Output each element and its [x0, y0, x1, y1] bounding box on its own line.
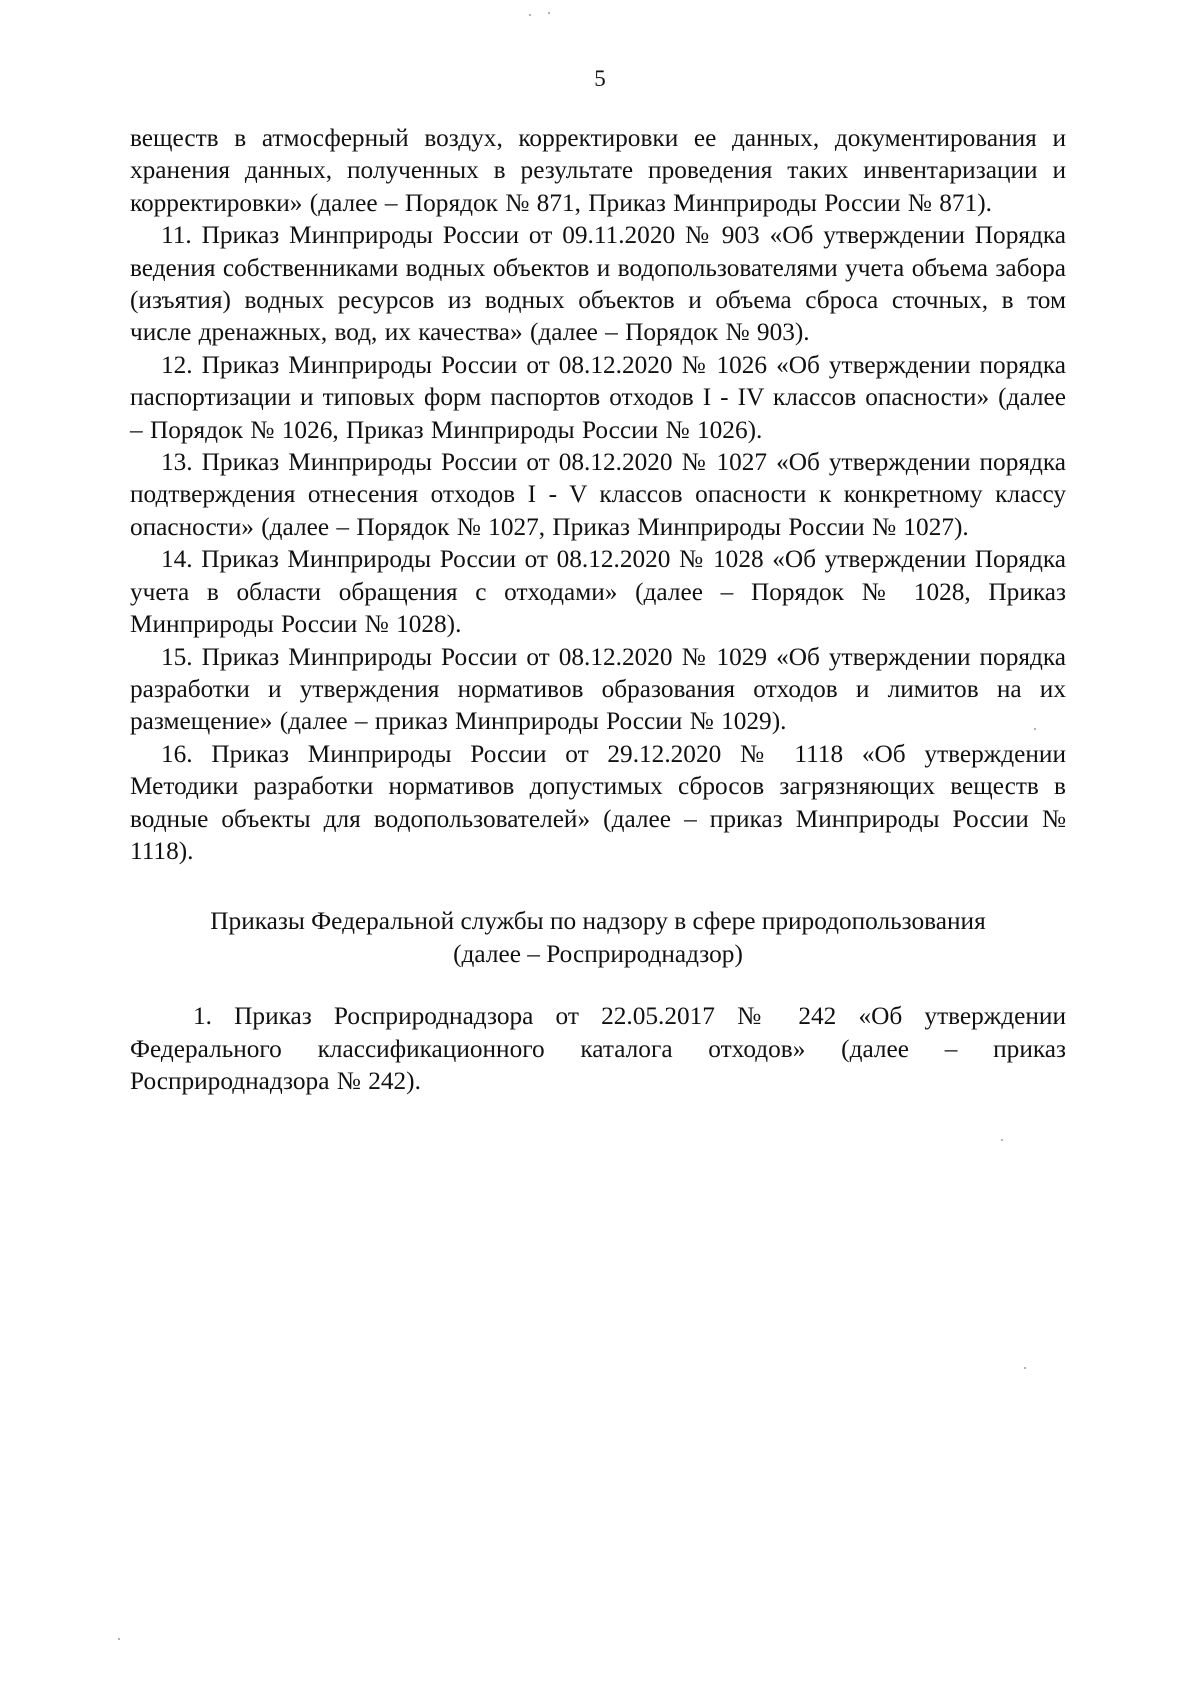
list-item-15: 15. Приказ Минприроды России от 08.12.2020 № 1029 «Об утверждении порядка разработки и утверждения нормативов образования отходов и лимитов на их размещение» (далее – приказ Минприроды России № 1029). — [130, 642, 1066, 736]
section-list — [130, 1000, 1066, 1097]
document-body — [130, 122, 1066, 1097]
list-item-11: 11. Приказ Минприроды России от 09.11.2020 № 903 «Об утверждении Порядка ведения собственниками водных объектов и водопользователями учета объема забора (изъятия) водных ресурсов из водных объектов и объема сброса сточных, в том числе дренажных, вод, их качества» (далее – Порядок № 903). — [130, 221, 1066, 347]
list-item-14: 14. Приказ Минприроды России от 08.12.2020 № 1028 «Об утверждении Порядка учета в области обращения с отходами» (далее – Порядок № 1028, Приказ Минприроды России № 1028). — [130, 545, 1066, 639]
scan-speck — [1001, 1139, 1003, 1141]
list-item-16: 16. Приказ Минприроды России от 29.12.2020 № 1118 «Об утверждении Методики разработки нормативов допустимых сбросов загрязняющих веществ в водные объекты для водопользователей» (далее – приказ Минприроды России № 1118). — [130, 739, 1066, 865]
list-item-13: 13. Приказ Минприроды России от 08.12.2020 № 1027 «Об утверждении порядка подтверждения отнесения отходов I - V классов опасности к конкретному классу опасности» (далее – Порядок № 1027, Приказ Минприроды России № 1027). — [130, 448, 1066, 541]
section-heading-line-2: (далее – Росприроднадзор) — [453, 939, 743, 968]
continued-paragraph: веществ в атмосферный воздух, корректировки ее данных, документирования и хранения данных, полученных в результате проведения таких инвентаризации и корректировки» (далее – Порядок № 871, Приказ Минприроды России № 871). — [130, 124, 1066, 217]
list-item-12: 12. Приказ Минприроды России от 08.12.2020 № 1026 «Об утверждении порядка паспортизации и типовых форм паспортов отходов I - IV классов опасности» (далее – Порядок № 1026, Приказ Минприроды России № 1026). — [130, 350, 1066, 444]
section-list-item-1: 1. Приказ Росприроднадзора от 22.05.2017 № 242 «Об утверждении Федерального классификационного каталога отходов» (далее – приказ Росприроднадзора № 242). — [130, 1002, 1066, 1095]
section-heading-line-1: Приказы Федеральной службы по надзору в сфере природопользования — [210, 907, 986, 936]
scan-speck — [118, 1638, 120, 1640]
scan-speck — [548, 12, 550, 14]
section-heading — [130, 905, 1066, 970]
scan-speck — [1024, 1367, 1026, 1369]
scan-speck — [1034, 728, 1036, 730]
scan-speck — [529, 14, 531, 16]
page-number: 5 — [594, 66, 606, 91]
